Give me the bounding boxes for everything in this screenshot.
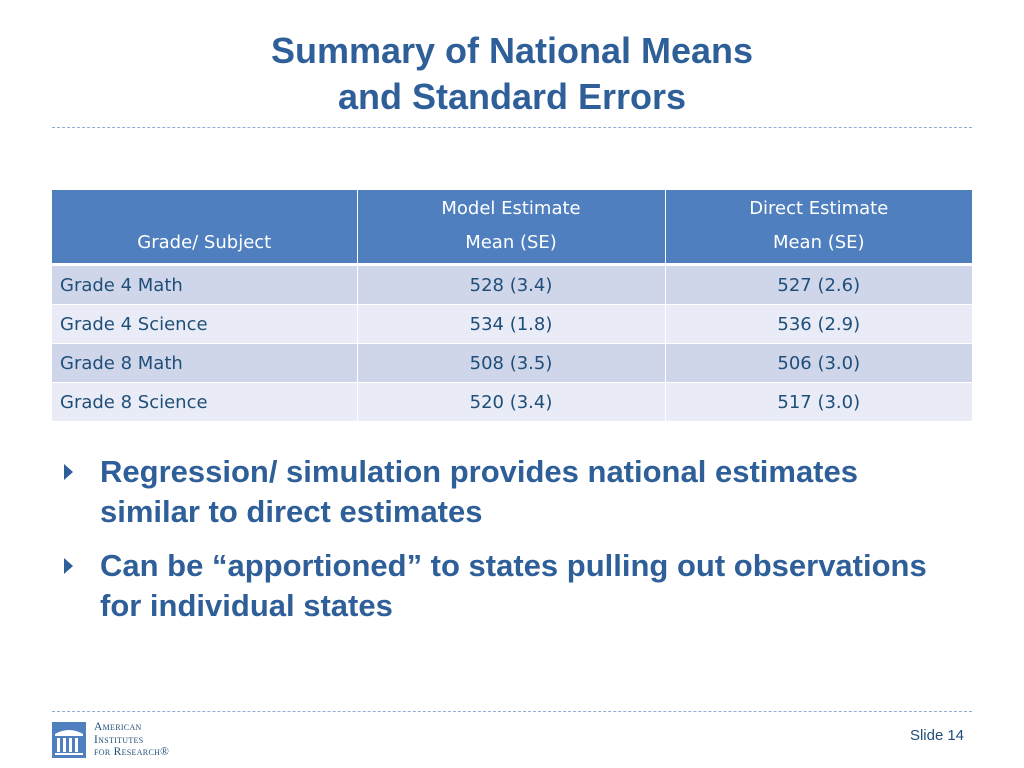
slide-title-line-2: and Standard Errors bbox=[337, 76, 687, 117]
direct-estimate-cell: 517 (3.0) bbox=[665, 383, 972, 422]
bullet-item bbox=[62, 546, 942, 626]
table-row bbox=[52, 265, 972, 305]
direct-estimate-cell: 527 (2.6) bbox=[665, 265, 972, 305]
header-model-estimate: Model Estimate Mean (SE) bbox=[357, 190, 665, 265]
bullet-text: Regression/ simulation provides national estimates similar to direct estimates bbox=[100, 454, 858, 529]
right-triangle-bullet-icon bbox=[64, 464, 73, 480]
slide-number-value: 14 bbox=[947, 727, 964, 744]
building-columns-icon bbox=[52, 722, 86, 758]
row-label: Grade 8 Science bbox=[52, 383, 357, 422]
means-table bbox=[52, 190, 972, 422]
slide-title-line-1: Summary of National Means bbox=[270, 30, 754, 71]
slide-title bbox=[0, 28, 1024, 120]
table-row bbox=[52, 383, 972, 422]
model-estimate-cell: 520 (3.4) bbox=[357, 383, 665, 422]
direct-estimate-cell: 536 (2.9) bbox=[665, 305, 972, 344]
row-label: Grade 4 Math bbox=[52, 265, 357, 305]
bullet-item bbox=[62, 452, 942, 532]
row-label: Grade 8 Math bbox=[52, 344, 357, 383]
row-label: Grade 4 Science bbox=[52, 305, 357, 344]
logo-wordmark: American Institutes for Research® bbox=[94, 721, 170, 758]
right-triangle-bullet-icon bbox=[64, 558, 73, 574]
table-row bbox=[52, 344, 972, 383]
header-direct-estimate: Direct Estimate Mean (SE) bbox=[665, 190, 972, 265]
slide-number bbox=[910, 727, 964, 744]
slide-number-label: Slide bbox=[909, 727, 944, 744]
model-estimate-cell: 528 (3.4) bbox=[357, 265, 665, 305]
bullet-text: Can be “apportioned” to states pulling out observations for individual states bbox=[100, 548, 927, 623]
model-estimate-cell: 508 (3.5) bbox=[357, 344, 665, 383]
header-grade-subject: Grade/ Subject bbox=[52, 190, 357, 265]
table-header-row bbox=[52, 190, 972, 265]
air-logo bbox=[52, 720, 212, 760]
bullet-list bbox=[62, 452, 942, 640]
title-divider bbox=[52, 127, 972, 128]
table-row bbox=[52, 305, 972, 344]
direct-estimate-cell: 506 (3.0) bbox=[665, 344, 972, 383]
footer-divider bbox=[52, 711, 972, 712]
model-estimate-cell: 534 (1.8) bbox=[357, 305, 665, 344]
